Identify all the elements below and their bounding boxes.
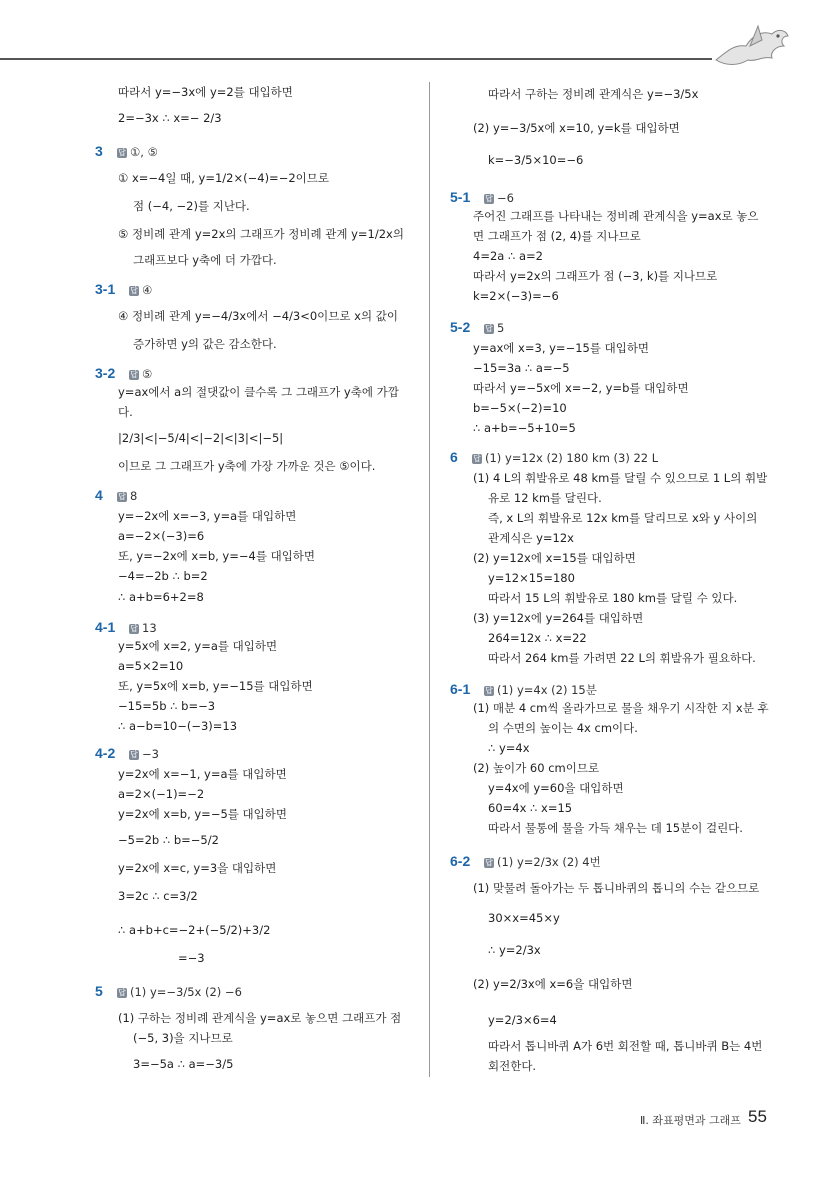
answer-line	[484, 190, 514, 206]
solution-line: 면 그래프가 점 (2, 4)를 지나므로	[473, 229, 641, 243]
answer-badge-icon: 답	[130, 750, 138, 759]
solution-line: ∴ y=2/3x	[488, 943, 541, 957]
solution-line: b=−5×(−2)=10	[473, 401, 567, 415]
solution-line: ∴ a+b+c=−2+(−5/2)+3/2	[118, 923, 271, 937]
problem-number: 3-2	[95, 365, 116, 381]
answer-line	[484, 854, 601, 870]
answer-text: −3	[142, 747, 159, 761]
solution-line: 또, y=5x에 x=b, y=−15를 대입하면	[118, 679, 313, 693]
solution-line: (2) y=−3/5x에 x=10, y=k를 대입하면	[473, 121, 680, 135]
solution-line: y=2x에 x=c, y=3을 대입하면	[118, 861, 277, 875]
solution-line: 264=12x ∴ x=22	[488, 631, 587, 645]
solution-line: k=−3/5×10=−6	[488, 153, 584, 167]
answer-line	[129, 282, 152, 298]
answer-text: ⑤	[142, 367, 153, 381]
solution-line: ∴ y=4x	[488, 741, 530, 755]
answer-text: 8	[130, 489, 138, 503]
solution-line: 따라서 물통에 물을 가득 채우는 데 15분이 걸린다.	[488, 821, 743, 835]
answer-badge-icon: 답	[118, 492, 126, 501]
solution-line: =−3	[178, 951, 205, 965]
answer-badge-icon: 답	[118, 148, 126, 157]
solution-line: y=ax에서 a의 절댓값이 클수록 그 그래프가 y축에 가깝	[118, 385, 399, 399]
answer-line	[129, 366, 152, 382]
solution-line: (−5, 3)을 지나므로	[133, 1031, 233, 1045]
answer-badge-icon: 답	[473, 454, 481, 463]
answer-line	[117, 144, 158, 160]
column-divider	[429, 82, 430, 1077]
solution-line: (2) y=2/3x에 x=6을 대입하면	[473, 977, 633, 991]
solution-line: 3=2c ∴ c=3/2	[118, 889, 198, 903]
problem-number: 4	[95, 487, 103, 503]
answer-badge-icon: 답	[118, 988, 126, 997]
answer-text: (1) y=−3/5x (2) −6	[130, 985, 242, 999]
solution-line: 관계식은 y=12x	[488, 531, 574, 545]
solution-line: ∴ a+b=−5+10=5	[473, 421, 576, 435]
solution-line: a=2×(−1)=−2	[118, 787, 205, 801]
answer-line	[484, 682, 597, 698]
answer-text: (1) y=4x (2) 15분	[497, 683, 597, 697]
answer-badge-icon: 답	[485, 324, 493, 333]
solution-line: 30×x=45×y	[488, 911, 560, 925]
solution-line: (3) y=12x에 y=264를 대입하면	[473, 611, 644, 625]
solution-line: −15=5b ∴ b=−3	[118, 699, 216, 713]
solution-line: y=ax에 x=3, y=−15를 대입하면	[473, 341, 650, 355]
solution-line: 증가하면 y의 값은 감소한다.	[133, 337, 277, 351]
solution-line: 그래프보다 y축에 더 가깝다.	[133, 253, 277, 267]
answer-line	[117, 984, 242, 1000]
answer-badge-icon: 답	[130, 286, 138, 295]
solution-line: ∴ a+b=6+2=8	[118, 590, 204, 604]
answer-line	[129, 746, 159, 762]
solution-line: y=5x에 x=2, y=a를 대입하면	[118, 639, 278, 653]
solution-line: 따라서 y=−5x에 x=−2, y=b를 대입하면	[473, 381, 689, 395]
answer-badge-icon: 답	[485, 194, 493, 203]
solution-line: y=−2x에 x=−3, y=a를 대입하면	[118, 509, 297, 523]
problem-number: 5-2	[450, 319, 471, 335]
solution-line: 따라서 15 L의 휘발유로 180 km를 달릴 수 있다.	[488, 591, 738, 605]
solution-line: 다.	[118, 405, 133, 419]
header-dragon-logo	[712, 22, 792, 74]
problem-number: 5	[95, 983, 103, 999]
solution-line: 4=2a ∴ a=2	[473, 249, 543, 263]
answer-line	[129, 620, 157, 636]
solution-line: y=2x에 x=−1, y=a를 대입하면	[118, 767, 287, 781]
problem-number: 6	[450, 449, 458, 465]
solution-line: y=2x에 x=b, y=−5를 대입하면	[118, 807, 287, 821]
solution-line: (1) 구하는 정비례 관계식을 y=ax로 놓으면 그래프가 점	[118, 1011, 402, 1025]
solution-line: 따라서 구하는 정비례 관계식은 y=−3/5x	[488, 87, 699, 101]
solution-line: 점 (−4, −2)를 지난다.	[133, 199, 250, 213]
solution-line: 따라서 y=2x의 그래프가 점 (−3, k)를 지나므로	[473, 269, 718, 283]
solution-line: (1) 4 L의 휘발유로 48 km를 달릴 수 있으므로 1 L의 휘발	[473, 471, 768, 485]
solution-line: ∴ a−b=10−(−3)=13	[118, 719, 238, 733]
solution-line: 의 수면의 높이는 4x cm이다.	[488, 721, 638, 735]
answer-text: ①, ⑤	[130, 145, 158, 159]
solution-line: 따라서 264 km를 가려면 22 L의 휘발유가 필요하다.	[488, 651, 756, 665]
answer-line	[472, 450, 658, 466]
solution-line: 주어진 그래프를 나타내는 정비례 관계식을 y=ax로 놓으	[473, 209, 759, 223]
solution-line: 따라서 톱니바퀴 A가 6번 회전할 때, 톱니바퀴 B는 4번	[488, 1039, 763, 1053]
solution-line: 이므로 그 그래프가 y축에 가장 가까운 것은 ⑤이다.	[118, 459, 376, 473]
answer-line	[484, 320, 504, 336]
solution-line: 또, y=−2x에 x=b, y=−4를 대입하면	[118, 549, 316, 563]
solution-line: ④ 정비례 관계 y=−4/3x에서 −4/3<0이므로 x의 값이	[118, 309, 398, 323]
solution-line: 따라서 y=−3x에 y=2를 대입하면	[118, 85, 293, 99]
problem-number: 4-1	[95, 619, 116, 635]
answer-badge-icon: 답	[485, 686, 493, 695]
solution-line: a=−2×(−3)=6	[118, 529, 205, 543]
solution-line: 2=−3x ∴ x=− 2/3	[118, 111, 222, 125]
answer-line	[117, 488, 137, 504]
solution-line: y=2/3×6=4	[488, 1013, 557, 1027]
solution-line: 3=−5a ∴ a=−3/5	[133, 1057, 234, 1071]
solution-line: 유로 12 km를 달린다.	[488, 491, 602, 505]
answer-badge-icon: 답	[130, 624, 138, 633]
answer-text: 5	[497, 321, 505, 335]
solution-line: 즉, x L의 휘발유로 12x km를 달리므로 x와 y 사이의	[488, 511, 758, 525]
problem-number: 6-1	[450, 681, 471, 697]
solution-line: |2/3|<|−5/4|<|−2|<|3|<|−5|	[118, 431, 284, 445]
solution-line: (2) y=12x에 x=15를 대입하면	[473, 551, 636, 565]
answer-text: (1) y=2/3x (2) 4번	[497, 855, 601, 869]
answer-badge-icon: 답	[130, 370, 138, 379]
answer-text: ④	[142, 283, 153, 297]
footer-section-title: Ⅱ. 좌표평면과 그래프	[640, 1114, 741, 1127]
problem-number: 4-2	[95, 745, 116, 761]
solution-line: −15=3a ∴ a=−5	[473, 361, 570, 375]
solution-line: (2) 높이가 60 cm이므로	[473, 761, 600, 775]
page-number: 55	[748, 1107, 767, 1126]
solution-line: y=4x에 y=60을 대입하면	[488, 781, 624, 795]
answer-text: (1) y=12x (2) 180 km (3) 22 L	[485, 451, 659, 465]
solution-line: k=2×(−3)=−6	[473, 289, 559, 303]
answer-badge-icon: 답	[485, 858, 493, 867]
solution-line: y=12×15=180	[488, 571, 575, 585]
problem-number: 6-2	[450, 853, 471, 869]
solution-line: 60=4x ∴ x=15	[488, 801, 573, 815]
answer-text: −6	[497, 191, 514, 205]
solution-line: a=5×2=10	[118, 659, 184, 673]
solution-line: ① x=−4일 때, y=1/2×(−4)=−2이므로	[118, 171, 329, 185]
solution-line: (1) 매분 4 cm씩 올라가므로 물을 채우기 시작한 지 x분 후	[473, 701, 769, 715]
solution-line: (1) 맞물려 돌아가는 두 톱니바퀴의 톱니의 수는 같으므로	[473, 881, 760, 895]
problem-number: 3	[95, 143, 103, 159]
answer-text: 13	[142, 621, 157, 635]
solution-line: 회전한다.	[488, 1059, 537, 1073]
header-rule	[0, 58, 712, 60]
solution-line: −4=−2b ∴ b=2	[118, 569, 208, 583]
problem-number: 3-1	[95, 281, 116, 297]
solution-line: −5=2b ∴ b=−5/2	[118, 833, 219, 847]
problem-number: 5-1	[450, 189, 471, 205]
solution-line: ⑤ 정비례 관계 y=2x의 그래프가 정비례 관계 y=1/2x의	[118, 227, 404, 241]
